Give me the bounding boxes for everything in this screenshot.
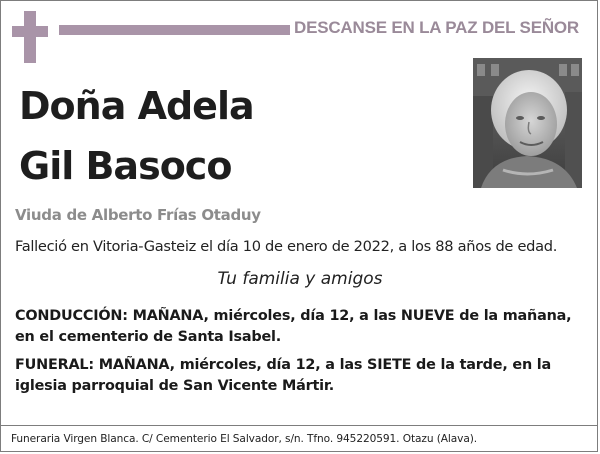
funeral-info: FUNERAL: MAÑANA, miércoles, día 12, a las SIETE de la tarde, en la iglesia parroquial de San Vicente Mártir. — [15, 357, 552, 394]
footer-divider — [1, 425, 597, 426]
header-title: DESCANSE EN LA PAZ DEL SEÑOR — [294, 18, 580, 37]
deceased-name-line2: Gil Basoco — [19, 144, 232, 188]
deceased-name-line1: Doña Adela — [19, 84, 254, 128]
deceased-portrait — [473, 58, 582, 188]
family-signature: Tu familia y amigos — [217, 269, 383, 289]
conduccion-info: CONDUCCIÓN: MAÑANA, miércoles, día 12, a las NUEVE de la mañana, en el cementerio de Santa Isabel. — [15, 308, 572, 345]
widow-of-text: Viuda de Alberto Frías Otaduy — [15, 206, 261, 224]
cross-icon — [12, 11, 48, 63]
funeral-home-footer: Funeraria Virgen Blanca. C/ Cementerio El Salvador, s/n. Tfno. 945220591. Otazu (Alava). — [11, 433, 478, 445]
death-notice-text: Falleció en Vitoria-Gasteiz el día 10 de enero de 2022, a los 88 años de edad. — [15, 238, 558, 255]
header-bar — [59, 25, 290, 35]
